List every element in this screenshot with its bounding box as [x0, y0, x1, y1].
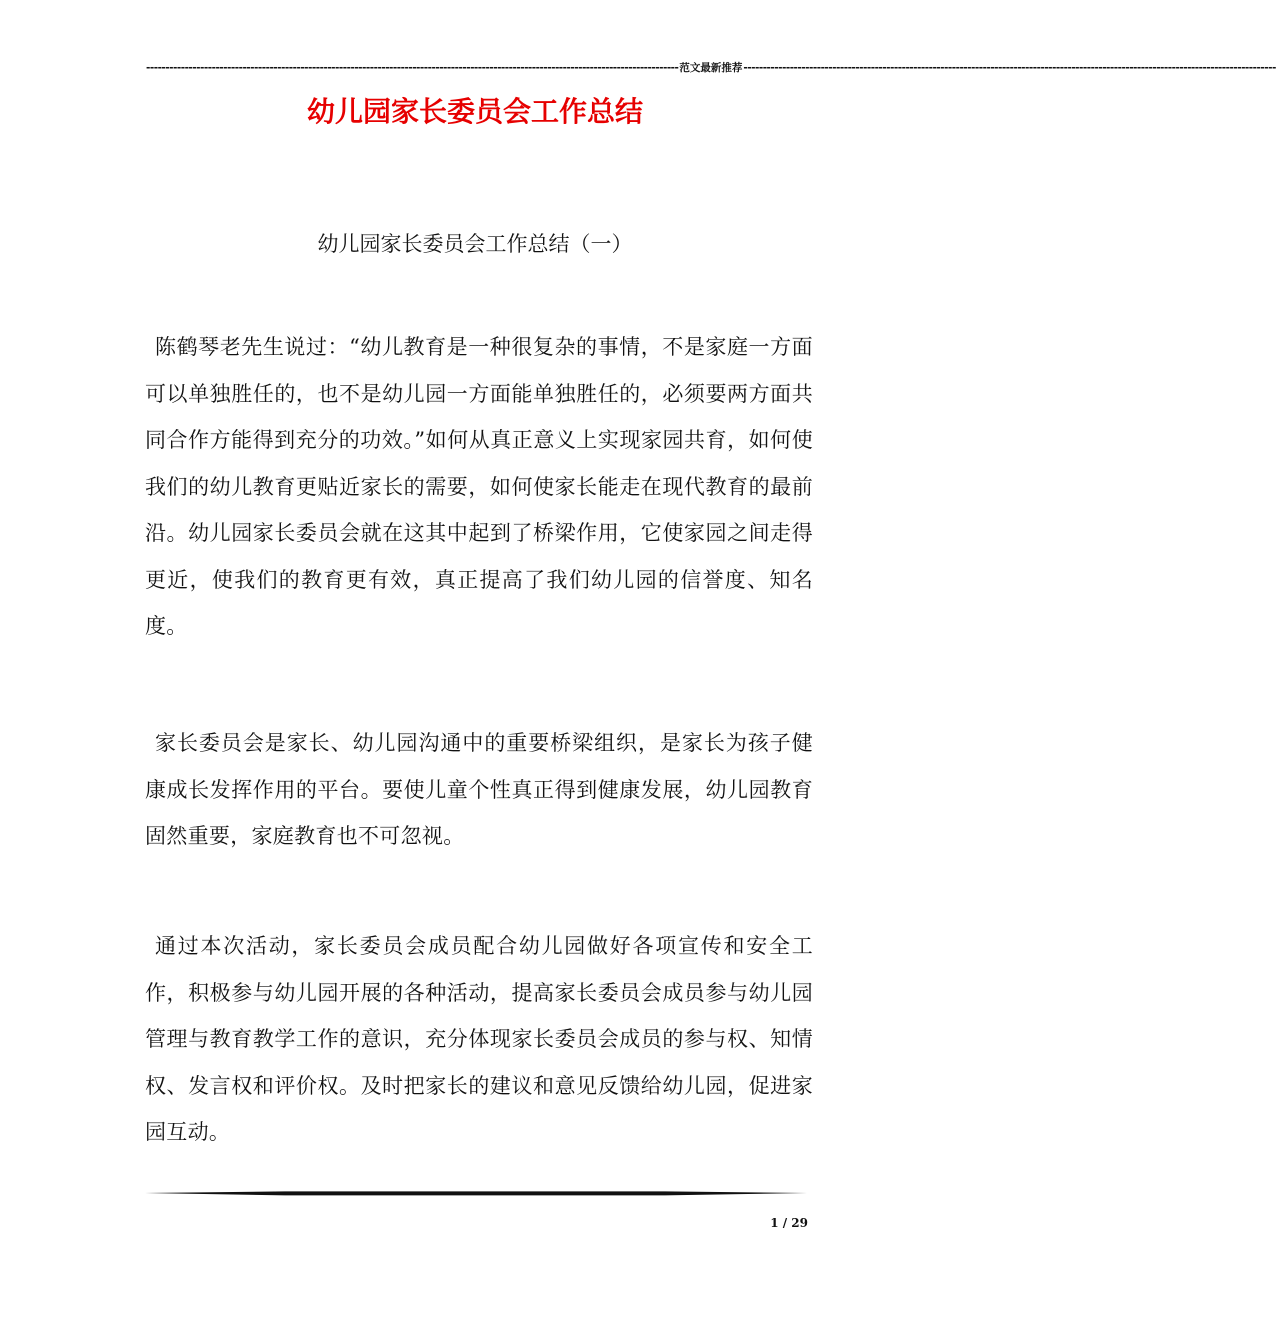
paragraph: 通过本次活动，家长委员会成员配合幼儿园做好各项宣传和安全工作，积极参与幼儿园开展的各种活动，提高家长委员会成员参与幼儿园管理与教育教学工作的意识，充分体现家长委员会成员的参与权、知情权、发言权和评价权。及时把家长的建议和意见反馈给幼儿园，促进家园互动。 [145, 934, 813, 1144]
document-subtitle: 幼儿园家长委员会工作总结（一） [317, 232, 633, 256]
document-title: 幼儿园家长委员会工作总结 [306, 95, 643, 128]
header-dash-right: ------------------------------------------------------------------------------------------------------------------------------------------ [743, 62, 1276, 74]
page-number: 1 / 29 [770, 1216, 808, 1230]
footer-divider [145, 1188, 807, 1198]
paragraph: 陈鹤琴老先生说过：“幼儿教育是一种很复杂的事情，不是家庭一方面可以单独胜任的，也不是幼儿园一方面能单独胜任的，必须要两方面共同合作方能得到充分的功效。”如何从真正意义上实现家园共育，如何使我们的幼儿教育更贴近家长的需要，如何使家长能走在现代教育的最前沿。幼儿园家长委员会就在这其中起到了桥梁作用，它使家园之间走得更近，使我们的教育更有效，真正提高了我们幼儿园的信誉度、知名度。 [145, 335, 813, 638]
header-label: 范文最新推荐 [679, 62, 743, 74]
page-header [146, 60, 1276, 76]
header-dash-left: ------------------------------------------------------------------------------------------------------------------------------------------ [146, 62, 679, 74]
paragraph: 家长委员会是家长、幼儿园沟通中的重要桥梁组织，是家长为孩子健康成长发挥作用的平台。要使儿童个性真正得到健康发展，幼儿园教育固然重要，家庭教育也不可忽视。 [145, 731, 813, 848]
